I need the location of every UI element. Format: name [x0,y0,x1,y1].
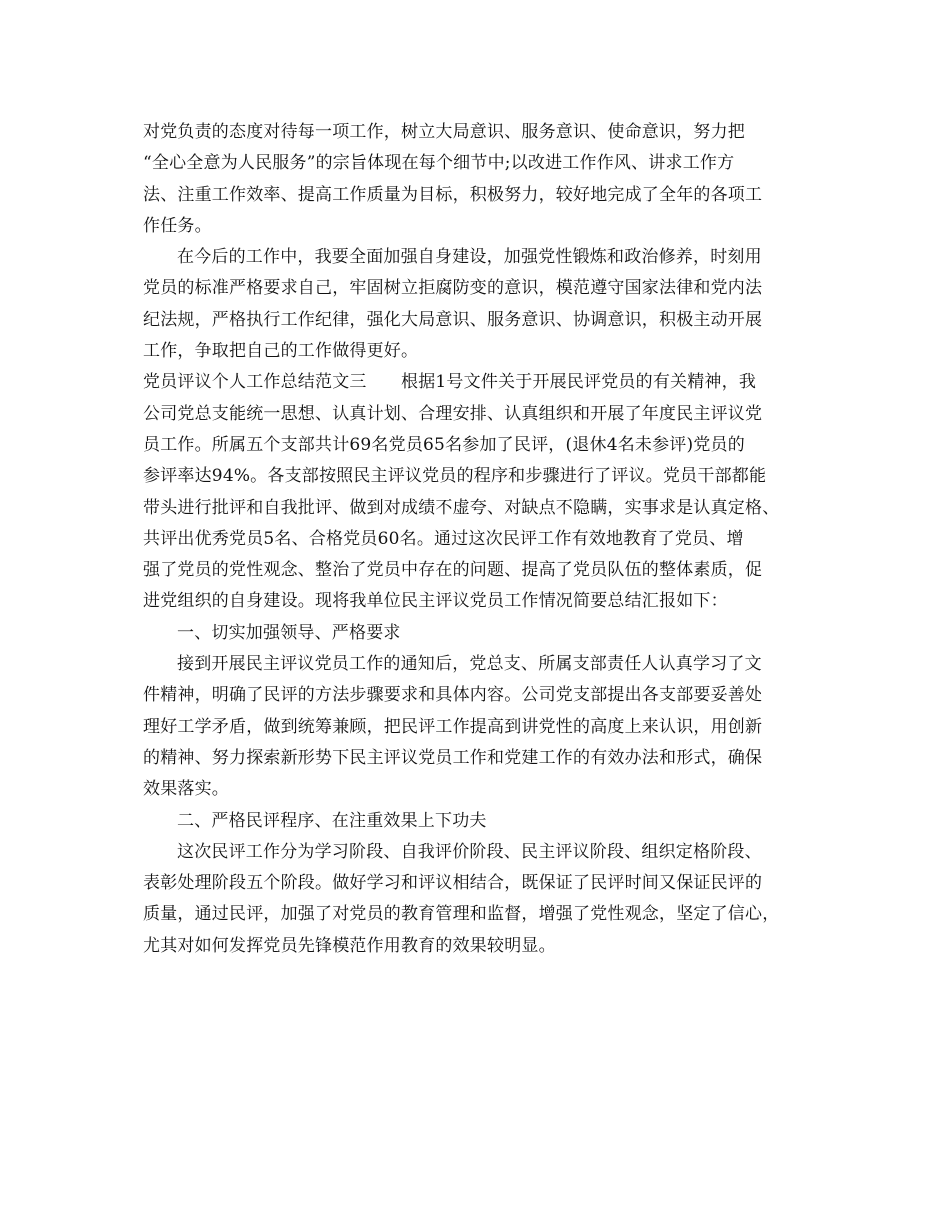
text-line: 纪法规，严格执行工作纪律，强化大局意识、服务意识、协调意识，积极主动开展 [143,309,763,330]
text-line: 一、切实加强领导、严格要求 [177,622,401,643]
text-line: 表彰处理阶段五个阶段。做好学习和评议相结合，既保证了民评时间又保证民评的 [143,873,763,894]
text-line: 强了党员的党性观念、整治了党员中存在的问题、提高了党员队伍的整体素质，促 [143,560,763,581]
text-line: 在今后的工作中，我要全面加强自身建设，加强党性锻炼和政治修养，时刻用 [177,247,762,268]
text-line: 的精神、努力探索新形势下民主评议党员工作和党建工作的有效办法和形式，确保 [143,747,763,768]
text-line: 共评出优秀党员5名、合格党员60名。通过这次民评工作有效地教育了党员、增 [143,528,744,549]
text-line: 二、严格民评程序、在注重效果上下功夫 [177,810,487,831]
text-line: “全心全意为人民服务”的宗旨体现在每个细节中;以改进工作作风、讲求工作方 [143,153,735,174]
text-line: 接到开展民主评议党员工作的通知后，党总支、所属支部责任人认真学习了文 [177,654,762,675]
text-line: 效果落实。 [143,779,229,800]
text-line: 员工作。所属五个支部共计69名党员65名参加了民评，(退休4名未参评)党员的 [143,434,745,455]
text-line: 公司党总支能统一思想、认真计划、合理安排、认真组织和开展了年度民主评议党 [143,403,763,424]
text-line: 作任务。 [143,215,212,236]
text-line: 参评率达94%。各支部按照民主评议党员的程序和步骤进行了评议。党员干部都能 [143,466,767,487]
text-line: 质量，通过民评，加强了对党员的教育管理和监督，增强了党性观念，坚定了信心， [143,904,780,925]
document-body [143,117,833,962]
text-line: 尤其对如何发挥党员先锋模范作用教育的效果较明显。 [143,935,556,956]
text-line: 党员的标准严格要求自己，牢固树立拒腐防变的意识，模范遵守国家法律和党内法 [143,278,763,299]
text-line: 带头进行批评和自我批评、做到对成绩不虚夸、对缺点不隐瞒，实事求是认真定格、 [143,497,780,518]
text-line: 党员评议个人工作总结范文三 根据1号文件关于开展民评党员的有关精神，我 [143,372,757,393]
text-line: 对党负责的态度对待每一项工作，树立大局意识、服务意识、使命意识，努力把 [143,122,745,142]
text-line: 这次民评工作分为学习阶段、自我评价阶段、民主评议阶段、组织定格阶段、 [177,841,762,862]
text-line: 件精神，明确了民评的方法步骤要求和具体内容。公司党支部提出各支部要妥善处 [143,685,763,706]
text-line: 法、注重工作效率、提高工作质量为目标，积极努力，较好地完成了全年的各项工 [143,184,763,205]
text-line: 理好工学矛盾，做到统筹兼顾，把民评工作提高到讲党性的高度上来认识，用创新 [143,716,763,737]
text-line: 工作，争取把自己的工作做得更好。 [143,341,419,362]
text-line: 进党组织的自身建设。现将我单位民主评议党员工作情况简要总结汇报如下： [143,591,728,612]
